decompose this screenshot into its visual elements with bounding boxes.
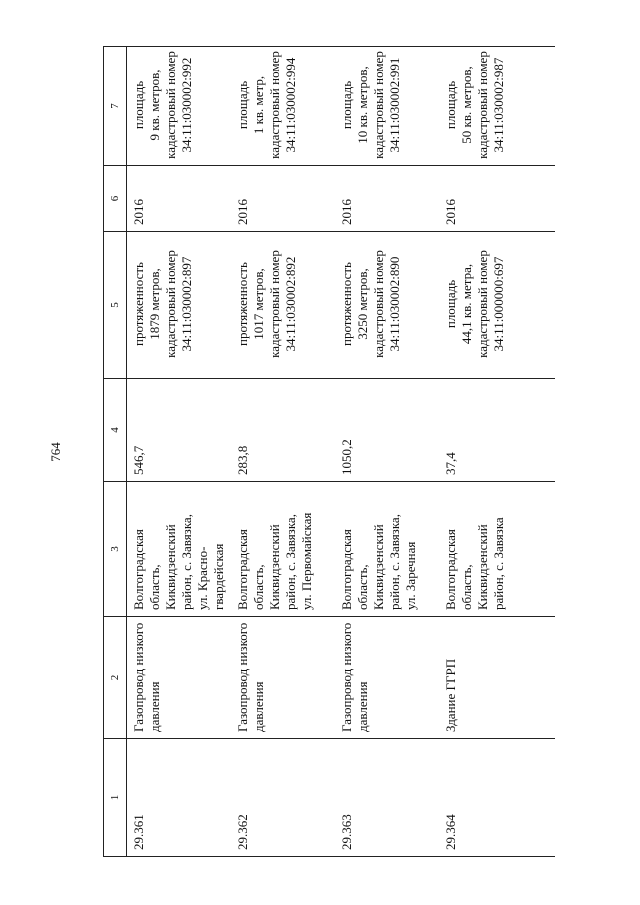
cell-address-line: Киквидзенский [267,524,282,610]
cell-name-line: давления [355,681,370,732]
cell-area-line: 10 кв. метров, [355,66,370,144]
column-header: 2 [104,617,127,739]
cell-address-line: район, с. Завязка, [387,514,402,610]
cell-area [231,47,335,166]
table-row [127,47,232,857]
cell-address-line: район, с. Завязка, [179,514,194,610]
table-row [335,47,439,857]
cell-description-line: 34:11:030002:897 [179,256,194,352]
cell-area-line: площадь [235,80,250,130]
cell-name-line: Газопровод низкого [235,622,250,732]
cell-address-line: Волгоградская [131,529,146,610]
column-header: 7 [104,47,127,166]
cell-id: 29.363 [335,739,439,857]
cell-description-line: площадь [443,279,458,329]
cell-description [335,232,439,379]
cell-area-line: 34:11:030002:992 [179,57,194,153]
cell-id: 29.364 [439,739,555,857]
cell-name-line: давления [147,681,162,732]
cell-name-line: Газопровод низкого [131,622,146,732]
table-body [127,47,556,857]
cell-name [439,617,555,739]
cell-area-line: 9 кв. метров, [147,69,162,141]
cell-description-line: 34:11:030002:890 [387,256,402,352]
column-header: 1 [104,739,127,857]
cell-description-line: кадастровый номер [267,250,282,358]
cell-area-line: 34:11:030002:991 [387,57,402,153]
cell-description-line: кадастровый номер [371,250,386,358]
cell-address [127,482,232,617]
cell-value: 546,7 [127,379,232,482]
cell-id: 29.362 [231,739,335,857]
cell-area [127,47,232,166]
cell-area-line: площадь [443,80,458,130]
table-row [231,47,335,857]
cell-description-line: кадастровый номер [163,250,178,358]
cell-year: 2016 [439,166,555,232]
cell-area-line: площадь [339,80,354,130]
cell-area-line: 1 кв. метр, [251,75,266,135]
property-table [103,46,555,857]
cell-address-line: ул. Заречная [403,541,418,610]
cell-address-line: Киквидзенский [475,524,490,610]
cell-area-line: 50 кв. метров, [459,66,474,144]
column-header: 6 [104,166,127,232]
cell-address-line: область, [459,564,474,610]
cell-address-line: Киквидзенский [163,524,178,610]
cell-area-line: кадастровый номер [475,51,490,159]
cell-id: 29.361 [127,739,232,857]
cell-description-line: 44,1 кв. метра, [459,263,474,345]
cell-description [127,232,232,379]
cell-address [335,482,439,617]
cell-description-line: 34:11:030002:892 [283,256,298,352]
cell-area-line: кадастровый номер [267,51,282,159]
cell-address-line: Волгоградская [443,529,458,610]
cell-description-line: протяженность [235,262,250,346]
cell-description-line: 1879 метров, [147,268,162,340]
cell-description-line: протяженность [131,262,146,346]
cell-address-line: район, с. Завязка [491,517,506,610]
cell-area-line: площадь [131,80,146,130]
cell-area-line: 34:11:030002:987 [491,57,506,153]
cell-address-line: Киквидзенский [371,524,386,610]
cell-address-line: Волгоградская [235,529,250,610]
cell-area [335,47,439,166]
cell-description [439,232,555,379]
cell-year: 2016 [127,166,232,232]
cell-description-line: 34:11:000000:697 [491,256,506,352]
cell-address-line: область, [355,564,370,610]
cell-name [127,617,232,739]
table-row [439,47,555,857]
page-number: 764 [48,442,63,462]
cell-description-line: 1017 метров, [251,268,266,340]
cell-area-line: кадастровый номер [371,51,386,159]
column-header: 4 [104,379,127,482]
cell-year: 2016 [231,166,335,232]
cell-address-line: ул. Красно- [195,546,210,610]
cell-address-line: область, [251,564,266,610]
cell-address-line: область, [147,564,162,610]
cell-year: 2016 [335,166,439,232]
cell-address [231,482,335,617]
cell-area [439,47,555,166]
cell-address [439,482,555,617]
cell-value: 37,4 [439,379,555,482]
cell-area-line: 34:11:030002:994 [283,57,298,153]
cell-name [335,617,439,739]
cell-description-line: кадастровый номер [475,250,490,358]
cell-name-line: Здание ГГРП [443,658,458,732]
cell-description-line: 3250 метров, [355,268,370,340]
cell-area-line: кадастровый номер [163,51,178,159]
cell-address-line: ул. Первомайская [299,512,314,610]
cell-name [231,617,335,739]
column-header: 5 [104,232,127,379]
cell-name-line: Газопровод низкого [339,622,354,732]
cell-name-line: давления [251,681,266,732]
cell-address-line: Волгоградская [339,529,354,610]
cell-description-line: протяженность [339,262,354,346]
cell-description [231,232,335,379]
column-header: 3 [104,482,127,617]
table-header-row [104,47,127,857]
cell-value: 283,8 [231,379,335,482]
cell-value: 1050,2 [335,379,439,482]
cell-address-line: гвардейская [211,543,226,610]
cell-address-line: район, с. Завязка, [283,514,298,610]
rotated-page-content [103,47,535,857]
